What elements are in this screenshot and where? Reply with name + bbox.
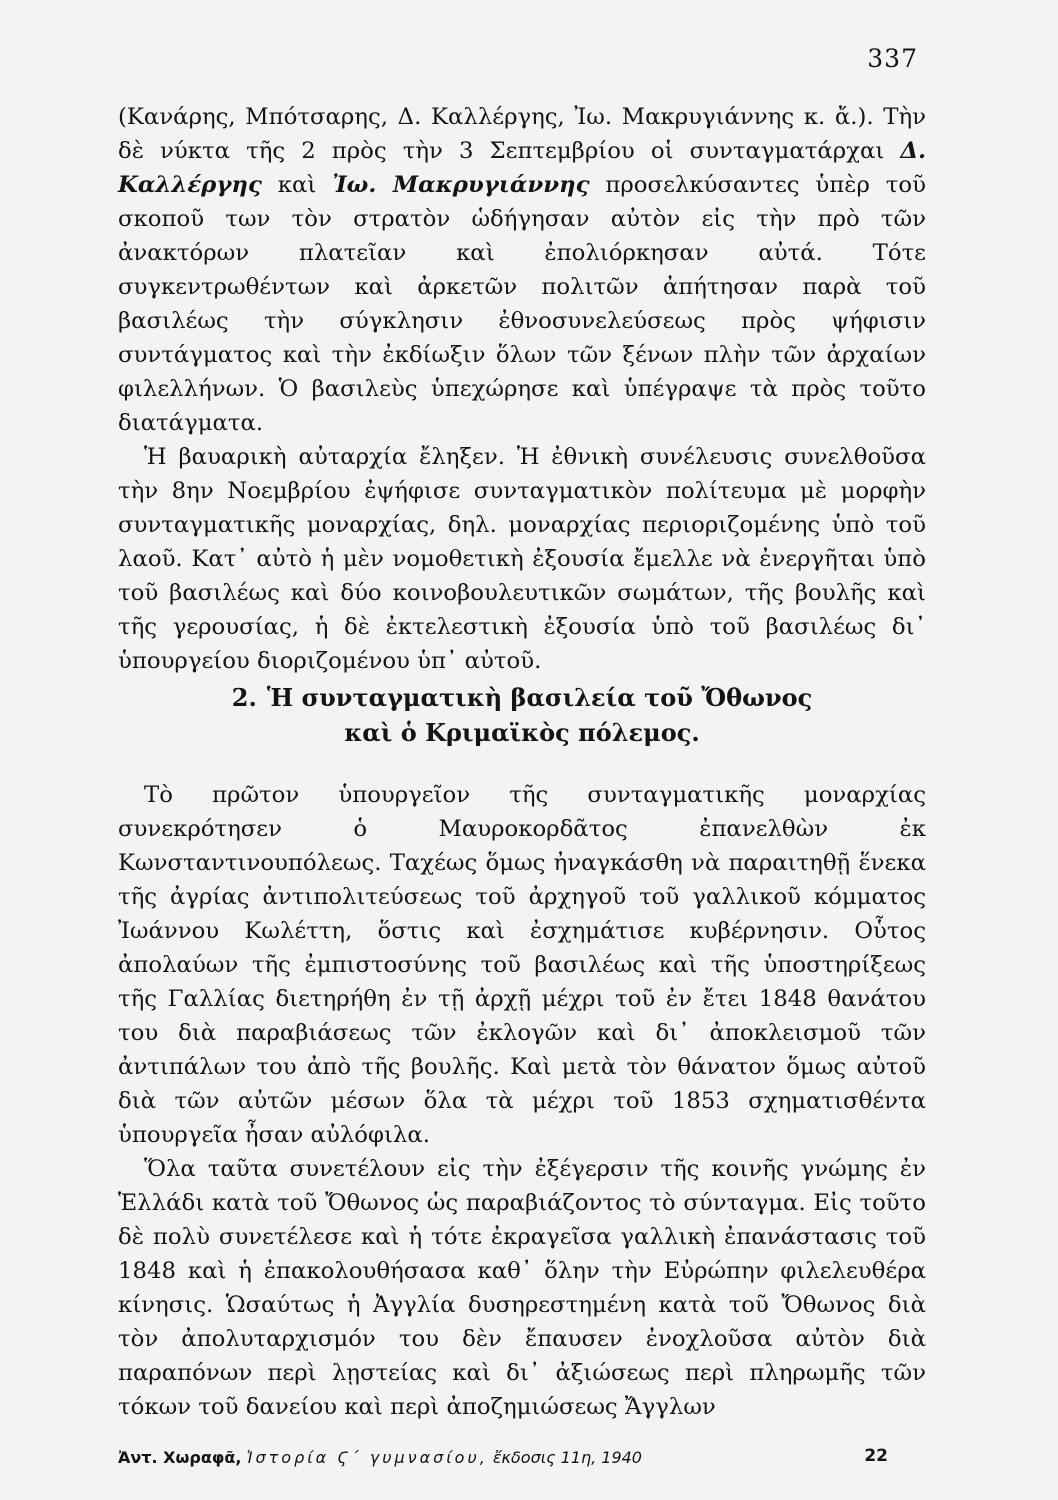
page-number: 337 (867, 44, 918, 73)
section-title-line-2: καὶ ὁ Κριμαϊκὸς πόλεμος. (344, 718, 700, 747)
text-body-bottom (118, 778, 926, 1424)
section-number: 2. (231, 683, 257, 712)
footer-citation (118, 1448, 888, 1467)
paragraph-1 (118, 100, 926, 440)
section-title-line-1: Ἡ συνταγματικὴ βασιλεία τοῦ Ὄθωνος (266, 683, 813, 712)
footer-author: Ἀντ. Χωραφᾶ, (118, 1448, 242, 1467)
section-heading (118, 680, 926, 750)
paragraph-1-part-1: (Κανάρης, Μπότσαρης, Δ. Καλλέργης, Ἰω. Μακρυγιάννης κ. ἄ.). Τὴν δὲ νύκτα τῆς 2 πρὸς τὴν 3 Σεπτεμβρίου οἱ συνταγματάρχαι (118, 104, 926, 164)
paragraph-2: Ἡ βαυαρικὴ αὐταρχία ἔληξεν. Ἡ ἐθνικὴ συνέλευσις συνελθοῦσα τὴν 8ην Νοεμβρίου ἐψήφισε συνταγματικὸν πολίτευμα μὲ μορφὴν συνταγματικῆς μοναρχίας, δηλ. μοναρχίας περιοριζομένης ὑπὸ τοῦ λαοῦ. Κατ᾿ αὐτὸ ἡ μὲν νομοθετικὴ ἐξουσία ἔμελλε νὰ ἐνεργῆται ὑπὸ τοῦ βασιλέως καὶ δύο κοινοβουλευτικῶν σωμάτων, τῆς βουλῆς καὶ τῆς γερουσίας, ἡ δὲ ἐκτελεστικὴ ἐξουσία ὑπὸ τοῦ βασιλέως δι᾿ ὑπουργείου διοριζομένου ὑπ᾿ αὐτοῦ. (118, 444, 926, 674)
printer-signature: 22 (864, 1446, 888, 1466)
paragraph-1-part-3: προσελκύσαντες ὑπὲρ τοῦ σκοποῦ των τὸν στρατὸν ὡδήγησαν αὐτὸν εἰς τὴν πρὸ τῶν ἀνακτόρων πλατεῖαν καὶ ἐπολιόρκησαν αὐτά. Τότε συγκεντρωθέντων καὶ ἀρκετῶν πολιτῶν ἀπήτησαν παρὰ τοῦ βασιλέως τὴν σύγκλησιν ἐθνοσυνελεύσεως πρὸς ψήφισιν συντάγματος καὶ τὴν ἐκδίωξιν ὅλων τῶν ξένων πλὴν τῶν ἀρχαίων φιλελλήνων. Ὁ βασιλεὺς ὑπεχώρησε καὶ ὑπέγραψε τὰ πρὸς τοῦτο διατάγματα. (118, 172, 926, 436)
footer-book-title: Ἱστορία Ϛ΄ γυμνασίου, (246, 1448, 488, 1467)
paragraph-4: Ὅλα ταῦτα συνετέλουν εἰς τὴν ἐξέγερσιν τῆς κοινῆς γνώμης ἐν Ἑλλάδι κατὰ τοῦ Ὄθωνος ὡς παραβιάζοντος τὸ σύνταγμα. Εἰς τοῦτο δὲ πολὺ συνετέλεσε καὶ ἡ τότε ἐκραγεῖσα γαλλικὴ ἐπανάστασις τοῦ 1848 καὶ ἡ ἐπακολουθήσασα καθ᾿ ὅλην τὴν Εὐρώπην φιλελευθέρα κίνησις. Ὡσαύτως ἡ Ἀγγλία δυσηρεστημένη κατὰ τοῦ Ὄθωνος διὰ τὸν ἀπολυταρχισμόν του δὲν ἔπαυσεν ἐνοχλοῦσα αὐτὸν διὰ παραπόνων περὶ λῃστείας καὶ δι᾿ ἀξιώσεως περὶ πληρωμῆς τῶν τόκων τοῦ δανείου καὶ περὶ ἀποζημιώσεως Ἄγγλων (118, 1156, 926, 1420)
text-body-top (118, 100, 926, 678)
footer-edition: ἔκδοσις 11η, 1940 (492, 1448, 642, 1467)
paragraph-1-part-2: καὶ (261, 172, 333, 198)
paragraph-3: Τὸ πρῶτον ὑπουργεῖον τῆς συνταγματικῆς μοναρχίας συνεκρότησεν ὁ Μαυροκορδᾶτος ἐπανελθὼν ἐκ Κωνσταντινουπόλεως. Ταχέως ὅμως ἠναγκάσθη νὰ παραιτηθῇ ἕνεκα τῆς ἀγρίας ἀντιπολιτεύσεως τοῦ ἀρχηγοῦ τοῦ γαλλικοῦ κόμματος Ἰωάννου Κωλέττη, ὅστις καὶ ἐσχημάτισε κυβέρνησιν. Οὗτος ἀπολαύων τῆς ἐμπιστοσύνης τοῦ βασιλέως καὶ τῆς ὑποστηρίξεως τῆς Γαλλίας διετηρήθη ἐν τῇ ἀρχῇ μέχρι τοῦ ἐν ἔτει 1848 θανάτου του διὰ παραβιάσεως τῶν ἐκλογῶν καὶ δι᾿ ἀποκλεισμοῦ τῶν ἀντιπάλων του ἀπὸ τῆς βουλῆς. Καὶ μετὰ τὸν θάνατον ὅμως αὐτοῦ διὰ τῶν αὐτῶν μέσων ὅλα τὰ μέχρι τοῦ 1853 σχηματισθέντα ὑπουργεῖα ἦσαν αὐλόφιλα. (118, 782, 926, 1148)
name-kallergis: Δ. Καλλέργης (118, 138, 926, 198)
name-makrygiannis: Ἰω. Μακρυγιάννης (332, 172, 590, 198)
